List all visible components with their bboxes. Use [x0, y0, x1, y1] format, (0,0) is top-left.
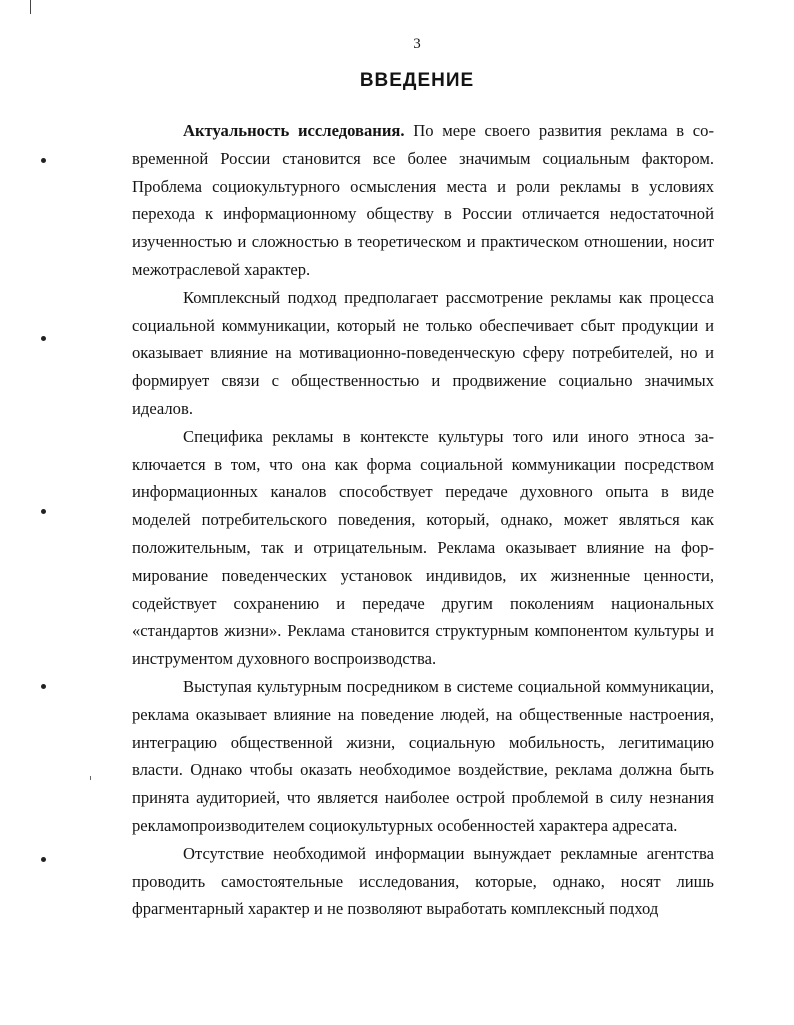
paragraph-lead: Актуальность исследования.	[183, 121, 405, 140]
binding-hole-dot	[41, 684, 46, 689]
binding-hole-dot	[41, 857, 46, 862]
binding-hole-dot	[41, 158, 46, 163]
scan-speck	[90, 776, 91, 780]
paragraph-text: По мере своего развития реклама в современной России становится все более значимым социальным фактором. Проблема социокультурного осмысления места и роли рекламы в условиях перехода к информационному обществу в России отличается недостаточной изученностью и сложностью в теоретическом и практическом отношении, носит межотраслевой характер.	[132, 121, 714, 279]
paragraph: Отсутствие необходимой информации вынуждает рекламные агентства проводить самостоятельные исследования, которые, однако, носят лишь фрагментарный характер и не позволяют выработать комплексный подход	[132, 843, 714, 919]
binding-hole-dot	[41, 509, 46, 514]
body-text	[132, 117, 714, 923]
page-title: ВВЕДЕНИЕ	[359, 70, 475, 91]
binding-hole-dot	[41, 336, 46, 341]
paragraph: Специфика рекламы в контексте культуры того или иного этноса заключается в том, что она как форма социальной коммуникации посредством информационных каналов способствует передаче духовного опыта в виде моделей потребительского поведения, который, однако, может являться как положительным, так и отрицательным. Реклама оказывает влияние на формирование поведенческих установок индивидов, их жизненные ценности, содействует сохранению и передаче другим поколениям национальных «стандартов жизни». Реклама становится структурным компонентом культуры и инструментом духовного воспроизводства.	[132, 426, 714, 669]
paragraph	[132, 117, 714, 284]
page-number: 3	[413, 36, 421, 52]
paragraph: Комплексный подход предполагает рассмотрение рекламы как процесса социальной коммуникации, который не только обеспечивает сбыт продукции и оказывает влияние на мотивационно-поведенческую сферу потребителей, но и формирует связи с общественностью и продвижение социально значимых идеалов.	[132, 287, 714, 418]
paragraph: Выступая культурным посредником в системе социальной коммуникации, реклама оказывает влияние на поведение людей, на общественные настроения, интеграцию общественной жизни, социальную мобильность, легитимацию власти. Однако чтобы оказать необходимое воздействие, реклама должна быть принята аудиторией, что является наиболее острой проблемой в силу незнания рекламопроизводителем социокультурных особенностей характера адресата.	[132, 676, 714, 835]
scan-edge-mark	[30, 0, 31, 14]
